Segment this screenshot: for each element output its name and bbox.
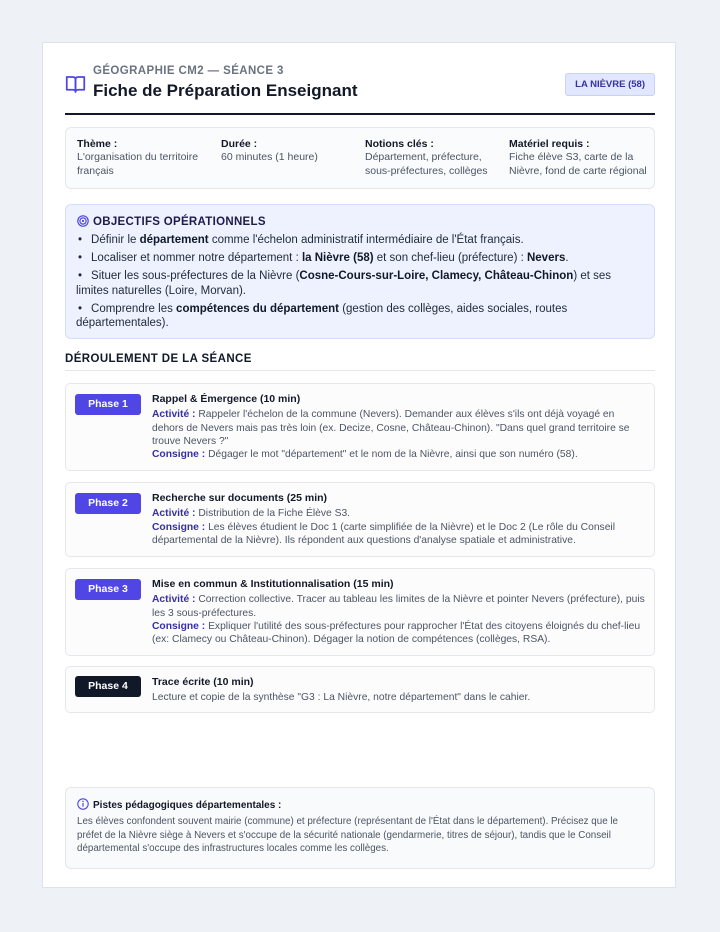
phase-card: [65, 482, 655, 557]
info-theme: [77, 138, 213, 178]
phase-body: [152, 393, 648, 461]
info-key-notions: [365, 138, 501, 178]
info-materials: [509, 138, 651, 178]
objective-item: [76, 302, 641, 331]
phase-line: [152, 448, 648, 461]
info-value: Fiche élève S3, carte de la Nièvre, fond de carte régional: [509, 151, 647, 177]
phase-card: [65, 666, 655, 713]
phase-line-label: Activité :: [152, 508, 196, 520]
objective-text: la Nièvre (58): [301, 252, 374, 264]
objective-text: Cosne-Cours-sur-Loire, Clamecy, Château-Chinon: [299, 270, 574, 282]
phase-line-text: Expliquer l'utilité des sous-préfectures pour rapprocher l'État des citoyens éloignés du chef-lieu (ex: Clamecy ou Château-Chinon). Dégager la notion de compétences (collèges, RSA).: [152, 620, 641, 646]
phase-title: Recherche sur documents (25 min): [152, 492, 328, 504]
objectives-heading: [77, 215, 266, 228]
info-panel: [65, 127, 655, 189]
phase-tag: Phase 3: [75, 579, 141, 600]
objective-item: [76, 233, 641, 248]
info-duration: [221, 138, 357, 165]
tips-heading: [77, 798, 281, 811]
phase-line-text: Les élèves étudient le Doc 1 (carte simplifiée de la Nièvre) et le Doc 2 (Le rôle du Conseil départemental de la Nièvre). Ils répondent aux questions d'analyse spatiale et administrative.: [152, 521, 615, 546]
objective-text: Nevers: [526, 252, 566, 264]
phase-title: Trace écrite (10 min): [152, 676, 254, 688]
objective-text: ) et ses limites naturelles (Loire, Morvan).: [76, 270, 612, 297]
info-value: 60 minutes (1 heure): [221, 151, 318, 163]
phase-line: [152, 593, 648, 620]
phase-body: [152, 578, 648, 646]
phase-line-text: Dégager le mot "département" et le nom de la Nièvre, ainsi que son numéro (58).: [205, 449, 578, 461]
lesson-sheet: [42, 42, 676, 888]
objective-text: Situer les sous-préfectures de la Nièvre (: [91, 270, 300, 282]
objective-text: comme l'échelon administratif intermédiaire de l'État français.: [208, 234, 524, 246]
objective-text: Définir le: [91, 234, 140, 246]
tips-panel: [65, 787, 655, 869]
tips-text: Les élèves confondent souvent mairie (commune) et préfecture (représentant de l'État dans le département). Précisez que le préfet de la Nièvre siège à Nevers et s'occupe de la sécurité nationale (gendarmerie, titres de séjour), tandis que le Conseil départemental s'occupe des infrastructures locales comme les collèges.: [77, 816, 618, 855]
phase-line: [152, 507, 648, 520]
target-icon: [77, 215, 89, 227]
sheet-header: [65, 65, 655, 115]
phase-line: [152, 620, 648, 647]
objective-text: département: [139, 234, 209, 246]
info-label: Durée :: [221, 138, 258, 150]
department-badge: LA NIÈVRE (58): [565, 73, 655, 96]
info-value: L'organisation du territoire français: [77, 151, 199, 177]
info-label: Notions clés :: [365, 138, 434, 150]
phase-line-text: Rappeler l'échelon de la commune (Nevers). Demander aux élèves s'ils ont déjà voyagé en dehors de Nevers mais pas très loin (ex. Decize, Cosne, Château-Chinon). "Dans quel grand territoire se trouve Nevers ?": [152, 409, 630, 447]
info-label: Thème :: [77, 138, 118, 150]
phase-tag: Phase 4: [75, 676, 141, 697]
info-icon: [77, 798, 89, 810]
page-title: Fiche de Préparation Enseignant: [93, 81, 358, 100]
phase-card: [65, 568, 655, 656]
section-title: DÉROULEMENT DE LA SÉANCE: [65, 353, 655, 371]
phase-tag: Phase 2: [75, 493, 141, 514]
phase-body: [152, 676, 648, 705]
objective-item: [76, 251, 641, 266]
phase-line-label: Consigne :: [152, 521, 206, 533]
objectives-panel: [65, 204, 655, 339]
objective-text: et son chef-lieu (préfecture) :: [373, 252, 527, 264]
phase-title: Rappel & Émergence (10 min): [152, 393, 301, 405]
objective-text: .: [565, 252, 569, 264]
phase-body: [152, 492, 648, 547]
phase-line-text: Correction collective. Tracer au tableau les limites de la Nièvre et pointer Nevers (préfecture), puis les 3 sous-préfectures.: [152, 594, 645, 619]
info-value: Département, préfecture, sous-préfectures, collèges: [365, 151, 488, 177]
phase-line-label: Activité :: [152, 409, 196, 421]
phase-line: [152, 691, 648, 704]
phase-card: [65, 383, 655, 471]
phase-line-label: Consigne :: [152, 620, 206, 632]
info-label: Matériel requis :: [509, 138, 590, 150]
objective-text: Localiser et nommer notre département :: [91, 252, 302, 264]
subject-kicker: GÉOGRAPHIE CM2 — SÉANCE 3: [93, 65, 284, 77]
phase-line-text: Distribution de la Fiche Élève S3.: [195, 508, 351, 520]
objectives-heading-text: OBJECTIFS OPÉRATIONNELS: [93, 216, 266, 228]
phase-line: [152, 408, 648, 448]
objective-text: compétences du département: [176, 302, 340, 315]
phase-line: [152, 521, 648, 548]
phase-line-label: Activité :: [152, 594, 196, 606]
book-open-icon: [65, 74, 86, 94]
objective-item: [76, 269, 641, 298]
phase-title: Mise en commun & Institutionnalisation (15 min): [152, 578, 394, 590]
phase-line-label: Consigne :: [152, 449, 206, 461]
phase-tag: Phase 1: [75, 394, 141, 415]
phase-line-text: Lecture et copie de la synthèse "G3 : La Nièvre, notre département" dans le cahier.: [152, 692, 531, 704]
tips-heading-text: Pistes pédagogiques départementales :: [93, 800, 282, 811]
objectives-list: [76, 233, 641, 334]
objective-text: Comprendre les: [91, 302, 177, 315]
objective-text: (gestion des collèges, aides sociales, routes départementales).: [76, 302, 568, 329]
